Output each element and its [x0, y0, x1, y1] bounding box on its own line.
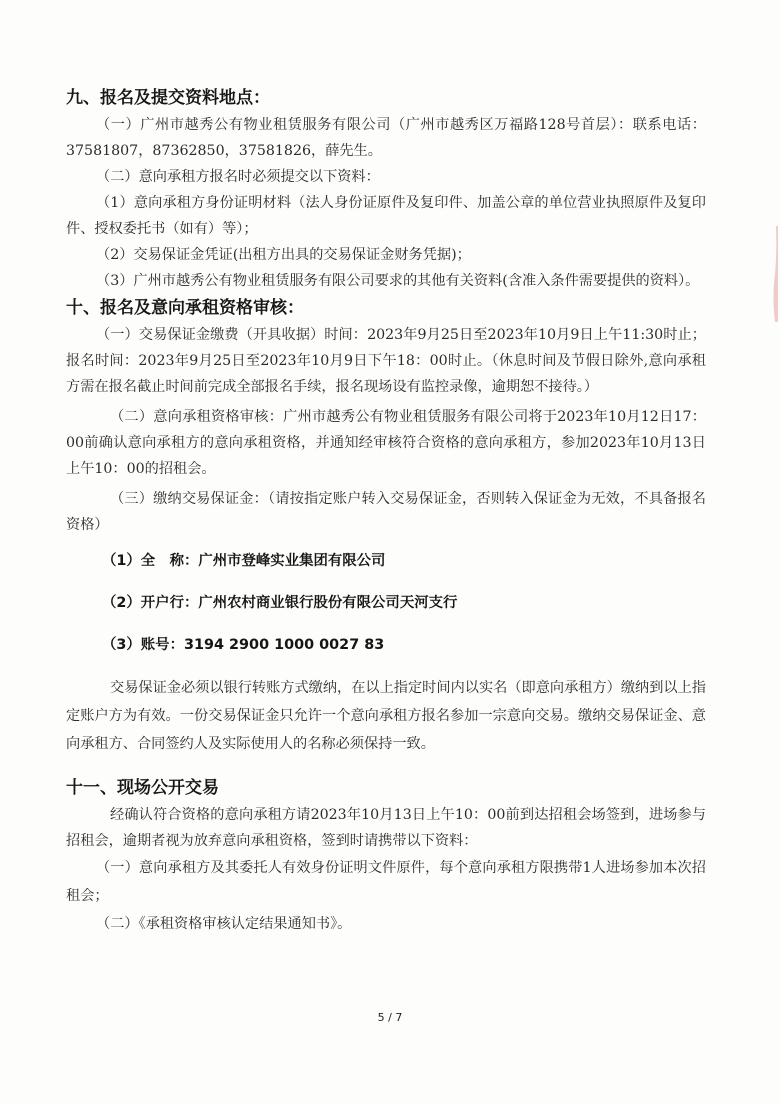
section-11-heading: 十一、现场公开交易 [66, 778, 219, 798]
section-10-paragraph: 交易保证金必须以银行转账方式缴纳，在以上指定时间内以实名（即意向承租方）缴纳到以上指定账户方为有效。一份交易保证金只允许一个意向承租方报名参加一宗意向交易。缴纳交易保证金、意向承租方、合同签约人及实际使用人的名称必须保持一致。 [66, 680, 706, 752]
section-10-paragraph: （三）缴纳交易保证金：（请按指定账户转入交易保证金，否则转入保证金为无效，不具备报名资格） [66, 491, 706, 533]
section-9-heading: 九、报名及提交资料地点： [66, 88, 270, 108]
section-10-paragraph: （二）意向承租资格审核：广州市越秀公有物业租赁服务有限公司将于2023年10月12日17：00前确认意向承租方的意向承租资格，并通知经审核符合资格的意向承租方，参加2023年10月13日上午10：00的招租会。 [66, 409, 706, 477]
document-body [66, 84, 706, 938]
account-bank: （2）开户行：广州农村商业银行股份有限公司天河支行 [102, 595, 458, 611]
account-name: （1）全 称：广州市登峰实业集团有限公司 [102, 553, 386, 569]
section-10-heading: 十、报名及意向承租资格审核： [66, 298, 304, 318]
section-9-paragraph: （1）意向承租方身份证明材料（法人身份证原件及复印件、加盖公章的单位营业执照原件及复印件、授权委托书（如有）等）； [66, 195, 706, 237]
section-11-paragraph: （一）意向承租方及其委托人有效身份证明文件原件，每个意向承租方限携带1人进场参加本次招租会； [66, 860, 706, 904]
section-9-paragraph: （3）广州市越秀公有物业租赁服务有限公司要求的其他有关资料(含准入条件需要提供的资料）。 [96, 273, 700, 289]
section-11-paragraph: 经确认符合资格的意向承租方请2023年10月13日上午10：00前到达招租会场签到，进场参与招租会，逾期者视为放弃意向承租资格，签到时请携带以下资料： [66, 807, 706, 849]
stamp-edge-mark [770, 226, 778, 322]
section-11-paragraph: （二）《承租资格审核认定结果通知书》。 [96, 916, 352, 932]
section-9-paragraph: （一）广州市越秀公有物业租赁服务有限公司（广州市越秀区万福路128号首层）：联系电话：37581807，87362850，37581826，薛先生。 [66, 117, 706, 159]
page-number: 5 / 7 [377, 1011, 403, 1024]
section-9-paragraph: （2）交易保证金凭证(出租方出具的交易保证金财务凭据)； [96, 247, 471, 263]
account-number: （3）账号：3194 2900 1000 0027 83 [102, 637, 385, 653]
section-9-paragraph: （二）意向承租方报名时必须提交以下资料： [96, 169, 380, 185]
section-10-paragraph: （一）交易保证金缴费（开具收据）时间：2023年9月25日至2023年10月9日上午11:30时止；报名时间：2023年9月25日至2023年10月9日下午18：00时止。（休息时间及节假日除外,意向承租方需在报名截止时间前完成全部报名手续，报名现场设有监控录像，逾期恕不接待。） [66, 327, 706, 395]
